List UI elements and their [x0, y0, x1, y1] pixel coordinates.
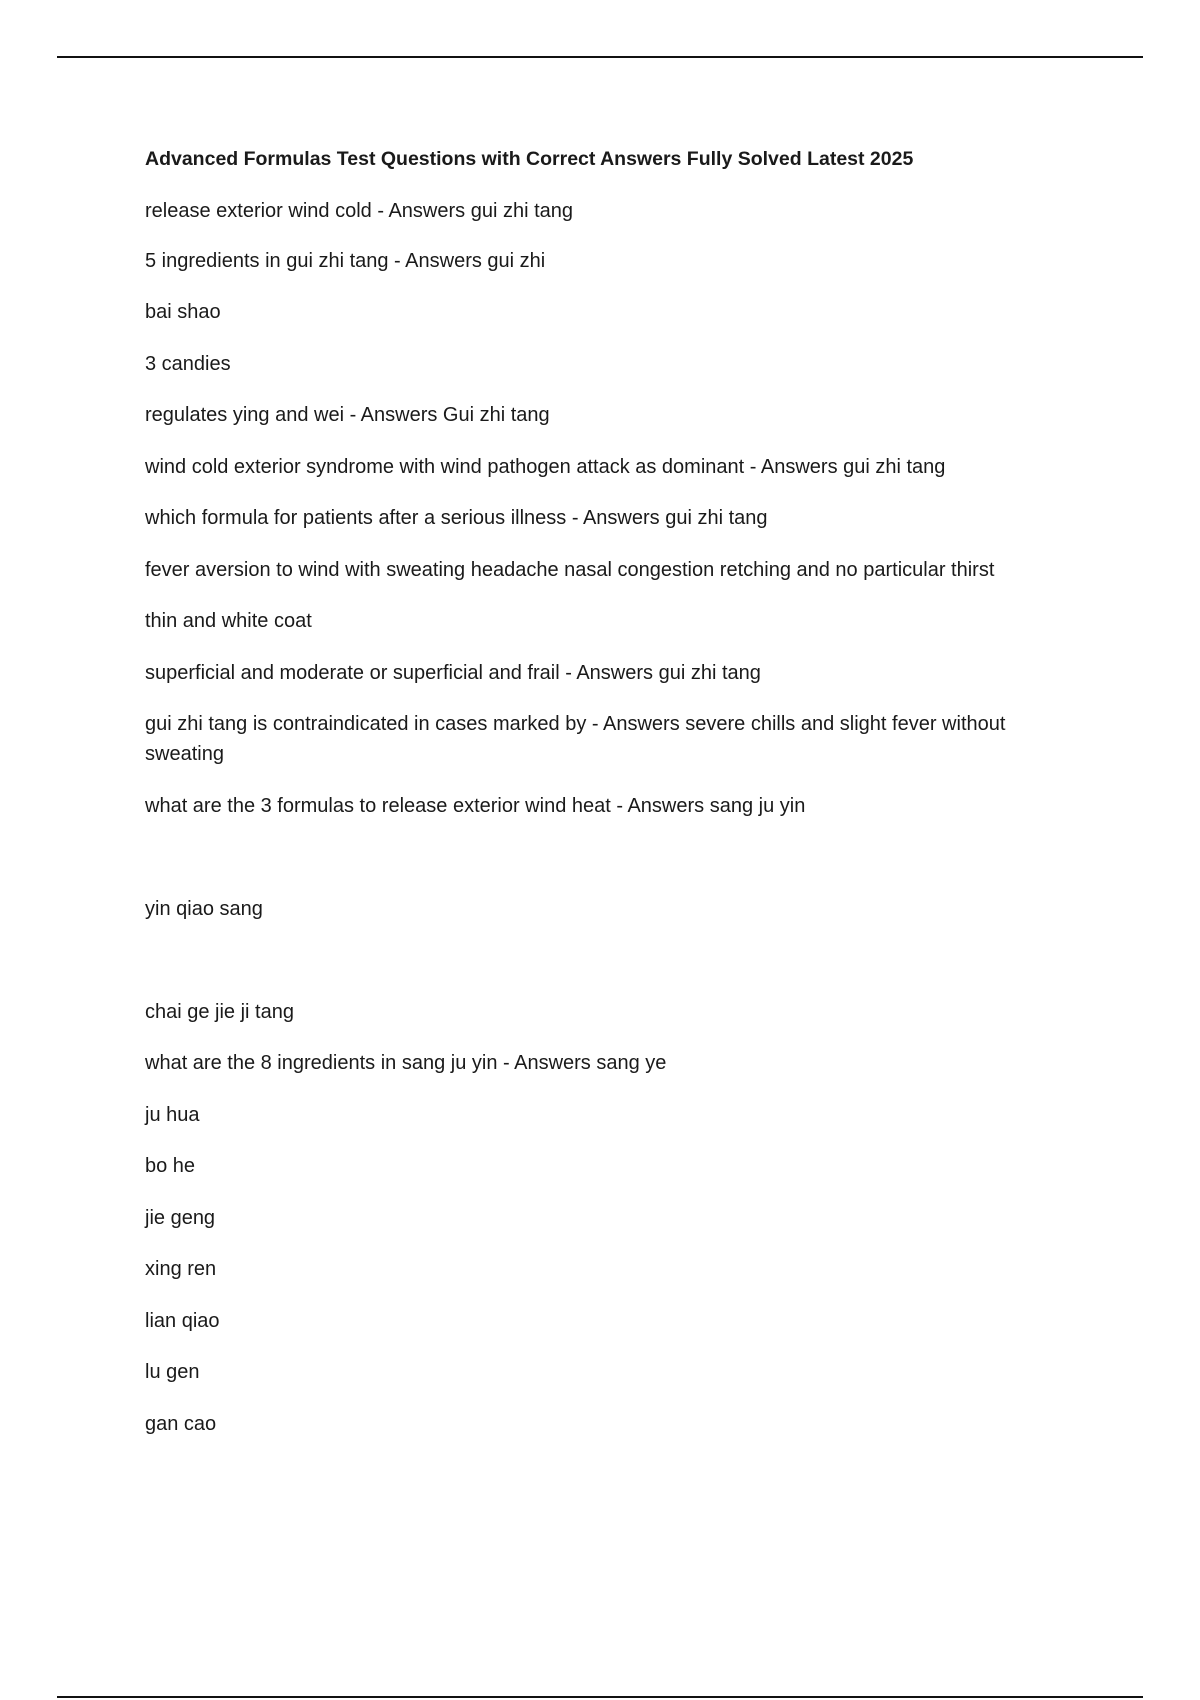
text-line: bai shao: [145, 301, 221, 323]
footer-rule: [57, 1696, 1143, 1698]
text-line: release exterior wind cold - Answers gui zhi tang: [145, 200, 573, 222]
text-line: regulates ying and wei - Answers Gui zhi tang: [145, 404, 550, 426]
document-title: Advanced Formulas Test Questions with Correct Answers Fully Solved Latest 2025: [145, 148, 914, 170]
text-line: chai ge jie ji tang: [145, 1001, 294, 1023]
text-line: 5 ingredients in gui zhi tang - Answers gui zhi: [145, 250, 546, 272]
text-line: 3 candies: [145, 353, 231, 375]
text-line: bo he: [145, 1155, 196, 1177]
text-line: ju hua: [145, 1104, 200, 1126]
text-line: lu gen: [145, 1361, 200, 1383]
text-line: what are the 3 formulas to release exterior wind heat - Answers sang ju yin: [145, 795, 806, 817]
text-line: which formula for patients after a serious illness - Answers gui zhi tang: [145, 507, 768, 529]
text-line: lian qiao: [145, 1310, 220, 1332]
text-line: yin qiao sang: [145, 898, 263, 920]
text-line: thin and white coat: [145, 610, 312, 632]
text-line: jie geng: [145, 1207, 216, 1229]
text-line: gan cao: [145, 1413, 217, 1435]
text-line: gui zhi tang is contraindicated in cases marked by - Answers severe chills and slight fever without sweating: [145, 713, 1006, 765]
text-line: wind cold exterior syndrome with wind pathogen attack as dominant - Answers gui zhi tang: [145, 456, 946, 478]
text-line: xing ren: [145, 1258, 217, 1280]
text-line: what are the 8 ingredients in sang ju yin - Answers sang ye: [145, 1052, 667, 1074]
text-line: fever aversion to wind with sweating headache nasal congestion retching and no particular thirst: [145, 559, 995, 581]
header-rule: [57, 56, 1143, 58]
text-line: superficial and moderate or superficial and frail - Answers gui zhi tang: [145, 662, 761, 684]
